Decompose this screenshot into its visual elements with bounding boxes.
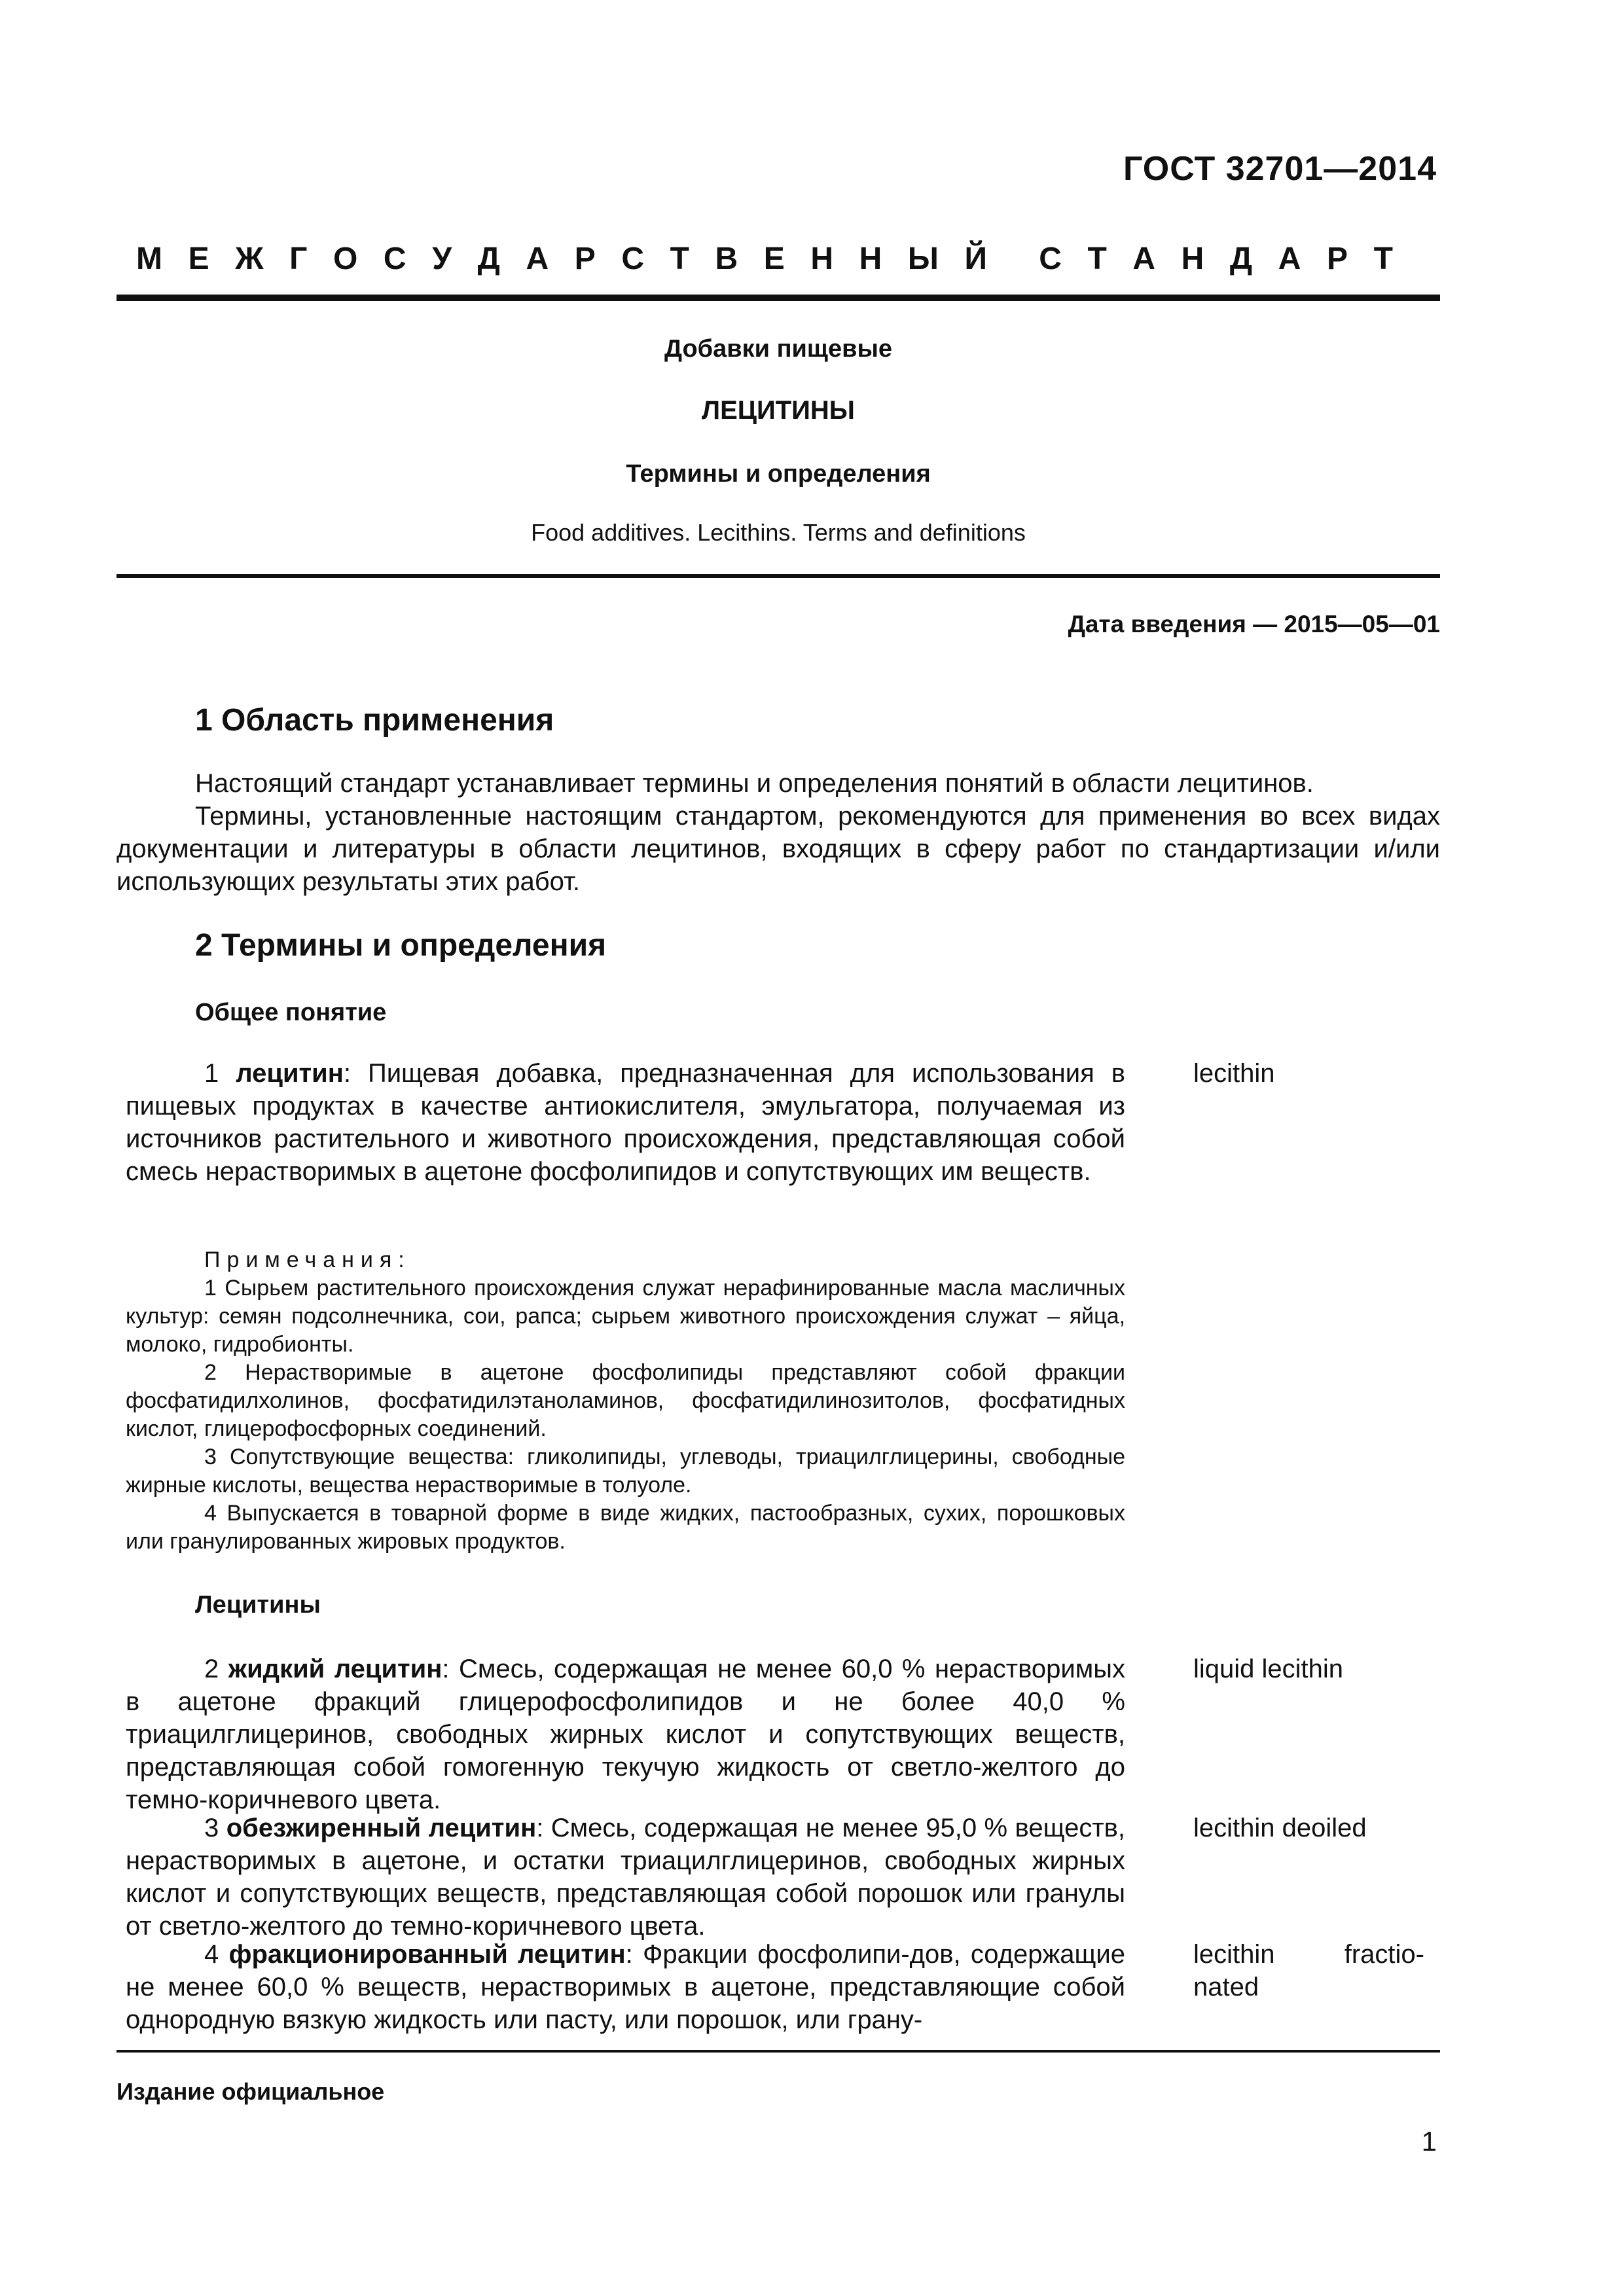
term-number: 1: [204, 1059, 219, 1088]
official-edition-label: Издание официальное: [117, 2078, 385, 2105]
term-definition: : Смесь, содержащая не менее 95,0 % веществ, нерастворимых в ацетоне, и остатки триацилглицеринов, свободных жирных кислот и сопутствующих веществ, представляющая собой порошок или гранулы от светло-желтого до темно-коричневого цвета.: [126, 1814, 1125, 1941]
term-name: жидкий лецитин: [228, 1655, 442, 1683]
section-1-body: [117, 767, 1440, 898]
banner-letter: Т: [1087, 242, 1107, 276]
banner-letter: С: [1039, 242, 1062, 276]
term-number: 4: [204, 1940, 219, 1969]
document-code: ГОСТ 32701—2014: [1123, 150, 1437, 188]
term-english: lecithin: [1193, 1059, 1275, 1088]
page-number: 1: [1421, 2126, 1437, 2157]
notes-title: Примечания:: [204, 1247, 411, 1272]
section-2-heading: 2 Термины и определения: [195, 928, 607, 963]
introduction-date: Дата введения — 2015—05—01: [1068, 611, 1440, 637]
banner-letter: А: [1132, 242, 1156, 276]
note-item: 4 Выпускается в товарной форме в виде жидких, пастообразных, сухих, порошковых или гранулированных жировых продуктов.: [126, 1501, 1125, 1554]
term-english: liquid lecithin: [1193, 1655, 1344, 1683]
banner-letter: Г: [289, 242, 308, 276]
note-item: 1 Сырьем растительного происхождения служат нерафинированные масла масличных культур: семян подсолнечника, сои, рапса; сырьем животного происхождения служат – яйца, молоко, гидробионты.: [126, 1276, 1125, 1357]
document-title: ЛЕЦИТИНЫ: [702, 396, 855, 425]
header-rule: [117, 295, 1440, 301]
banner-letter: А: [1278, 242, 1301, 276]
banner-letter: Н: [859, 242, 882, 276]
term-entry: [126, 1812, 1125, 1943]
banner-letter: Е: [188, 242, 209, 276]
term-entry: [126, 1653, 1125, 1816]
banner-letter: Р: [574, 242, 596, 276]
notes-block: [126, 1246, 1125, 1556]
banner-letter: А: [526, 242, 549, 276]
term-english: lecithin deoiled: [1193, 1814, 1367, 1842]
banner-letter: О: [333, 242, 358, 276]
banner-letter: Н: [1181, 242, 1204, 276]
note-item: 2 Нерастворимые в ацетоне фосфолипиды представляют собой фракции фосфатидилхолинов, фосфатидилэтаноламинов, фосфатидилинозитолов, фосфатидных кислот, глицерофосфорных соединений.: [126, 1360, 1125, 1441]
term-number: 2: [204, 1655, 219, 1683]
banner-letter: С: [383, 242, 406, 276]
banner-letter: Д: [477, 242, 500, 276]
banner-letter: Ж: [235, 242, 264, 276]
term-number: 3: [204, 1814, 219, 1842]
document-title-english: Food additives. Lecithins. Terms and definitions: [531, 519, 1026, 546]
term-english-word: lecithin: [1193, 1940, 1275, 1969]
term-english-word: fractio-: [1344, 1940, 1424, 1969]
banner-letter: С: [621, 242, 644, 276]
term-name: лецитин: [236, 1059, 344, 1088]
term-definition: : Смесь, содержащая не менее 60,0 % нерастворимых в ацетоне фракций глицерофосфолипидов и не более 40,0 % триацилглицеринов, свободных жирных кислот и сопутствующих веществ, представляющая собой гомогенную текучую жидкость от светло-желтого до темно-коричневого цвета.: [126, 1655, 1125, 1814]
term-entry: [126, 1938, 1125, 2036]
banner-letter: Т: [1373, 242, 1393, 276]
footer-rule: [117, 2050, 1440, 2053]
term-english-word: nated: [1193, 1973, 1259, 2001]
section-1-paragraph: Настоящий стандарт устанавливает термины и определения понятий в области лецитинов.: [195, 769, 1314, 798]
title-rule: [117, 574, 1440, 578]
banner-letter: Е: [763, 242, 785, 276]
banner-letter: Т: [670, 242, 689, 276]
term-name: обезжиренный лецитин: [226, 1814, 537, 1842]
interstate-standard-banner: [136, 241, 1393, 277]
subsection-general-heading: Общее понятие: [195, 999, 387, 1026]
banner-letter: У: [432, 242, 452, 276]
section-1-paragraph: Термины, установленные настоящим стандартом, рекомендуются для применения во всех видах документации и литературы в области лецитинов, входящих в сферу работ по стандартизации и/или использующих результаты этих работ.: [117, 802, 1440, 896]
note-item: 3 Сопутствующие вещества: гликолипиды, углеводы, триацилглицерины, свободные жирные кислоты, вещества нерастворимые в толуоле.: [126, 1444, 1125, 1498]
document-title-terms: Термины и определения: [626, 460, 931, 488]
banner-letter: Р: [1326, 242, 1348, 276]
banner-letter: В: [715, 242, 738, 276]
section-1-heading: 1 Область применения: [195, 703, 554, 738]
term-english: [1193, 1938, 1424, 2003]
subsection-lecithins-heading: Лецитины: [195, 1591, 321, 1619]
term-definition: : Пищевая добавка, предназначенная для использования в пищевых продуктах в качестве антиокислителя, эмульгатора, получаемая из источников растительного и животного происхождения, представляющая собой смесь нерастворимых в ацетоне фосфолипидов и сопутствующих им веществ.: [126, 1059, 1125, 1186]
term-entry: [126, 1057, 1125, 1188]
term-name: фракционированный лецитин: [228, 1940, 626, 1969]
term-definition: : Фракции фосфолипи-дов, содержащие не менее 60,0 % веществ, нерастворимых в ацетоне, представляющие собой однородную вязкую жидкость или пасту, или порошок, или грану-: [126, 1940, 1125, 2034]
banner-letter: М: [136, 242, 162, 276]
banner-letter: Ы: [907, 242, 939, 276]
banner-letter: Н: [810, 242, 834, 276]
banner-letter: Д: [1229, 242, 1253, 276]
document-subtitle: Добавки пищевые: [664, 335, 893, 363]
banner-letter: Й: [964, 242, 987, 276]
